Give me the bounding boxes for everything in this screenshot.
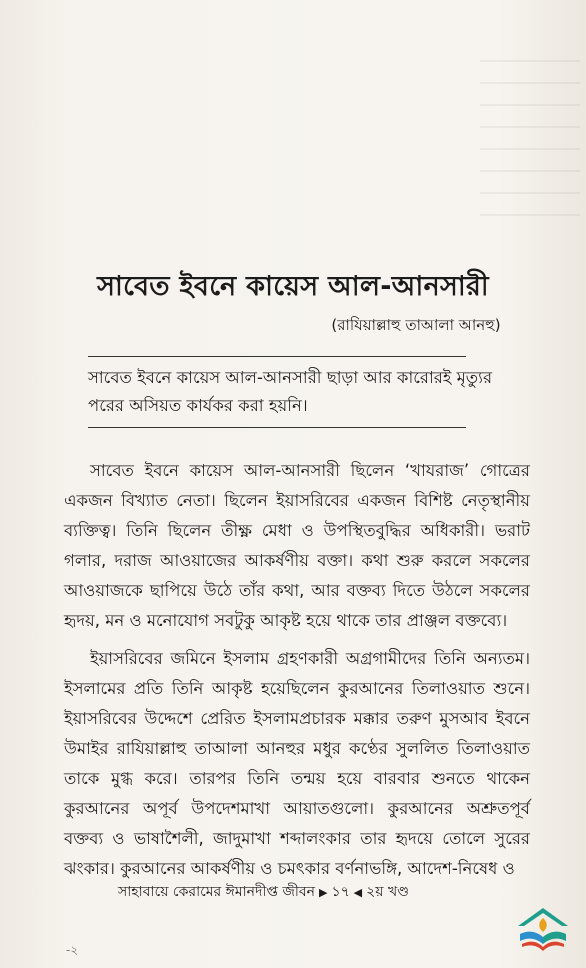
quote-top-rule	[88, 356, 466, 357]
arrow-left-icon: ◀	[353, 886, 363, 899]
footer-book-title: সাহাবায়ে কেরামের ঈমানদীপ্ত জীবন	[118, 884, 316, 900]
arrow-right-icon: ▶	[319, 886, 328, 899]
paragraph-2: ইয়াসরিবের জমিনে ইসলাম গ্রহণকারী অগ্রগামীদের তিনি অন্যতম। ইসলামের প্রতি তিনি আকৃষ্ট হয়েছিলেন কুরআনের তিলাওয়াত শুনে। ইয়াসরিবের উদ্দেশে প্রেরিত ইসলামপ্রচারক মক্কার তরুণ মুসআব ইবনে উমাইর রাযিয়াল্লাহু তাআলা আনহুর মধুর কণ্ঠের সুললিত তিলাওয়াত তাকে মুগ্ধ করে। তারপর তিনি তন্ময় হয়ে বারবার শুনতে থাকেন কুরআনের অপূর্ব উপদেশমাখা আয়াতগুলো। কুরআনের অশ্রুতপূর্ব বক্তব্য ও ভাষাশৈলী, জাদুমাখা শব্দালংকার তার হৃদয়ে তোলে সুরের ঝংকার। কুরআনের আকর্ষণীয় ও চমৎকার বর্ণনাভঙ্গি, আদেশ-নিষেধ ও	[64, 649, 530, 878]
pull-quote: সাবেত ইবনে কায়েস আল-আনসারী ছাড়া আর কারোরই মৃত্যুর পরের অসিয়ত কার্যকর করা হয়নি।	[88, 368, 493, 415]
footer-volume: ২য় খণ্ড	[366, 884, 410, 900]
quote-bottom-rule	[88, 427, 466, 428]
chapter-title: সাবেত ইবনে কায়েস আল-আনসারী	[97, 271, 489, 302]
page-mark: -২	[66, 943, 79, 957]
body-text	[64, 456, 530, 892]
running-footer	[118, 880, 518, 904]
bleed-through-texture	[480, 60, 580, 230]
paragraph-1: সাবেত ইবনে কায়েস আল-আনসারী ছিলেন ‘খাযরাজ’ গোত্রের একজন বিখ্যাত নেতা। ছিলেন ইয়াসরিবের একজন বিশিষ্ট নেতৃস্থানীয় ব্যক্তিত্ব। তিনি ছিলেন তীক্ষ্ণ মেধা ও উপস্থিতবুদ্ধির অধিকারী। ভরাট গলার, দরাজ আওয়াজের আকর্ষণীয় বক্তা। কথা শুরু করলে সকলের আওয়াজকে ছাপিয়ে উঠে তাঁর কথা, আর বক্তব্য দিতে উঠলে সকলের হৃদয়, মন ও মনোযোগ সবটুকু আকৃষ্ট হয়ে থাকে তার প্রাঞ্জল বক্তব্যে।	[64, 461, 530, 630]
honorific-text: (রাযিয়াল্লাহু তাআলা আনহু)	[331, 316, 501, 334]
book-logo-icon	[512, 904, 574, 954]
footer-page-number: ১৭	[331, 884, 350, 900]
